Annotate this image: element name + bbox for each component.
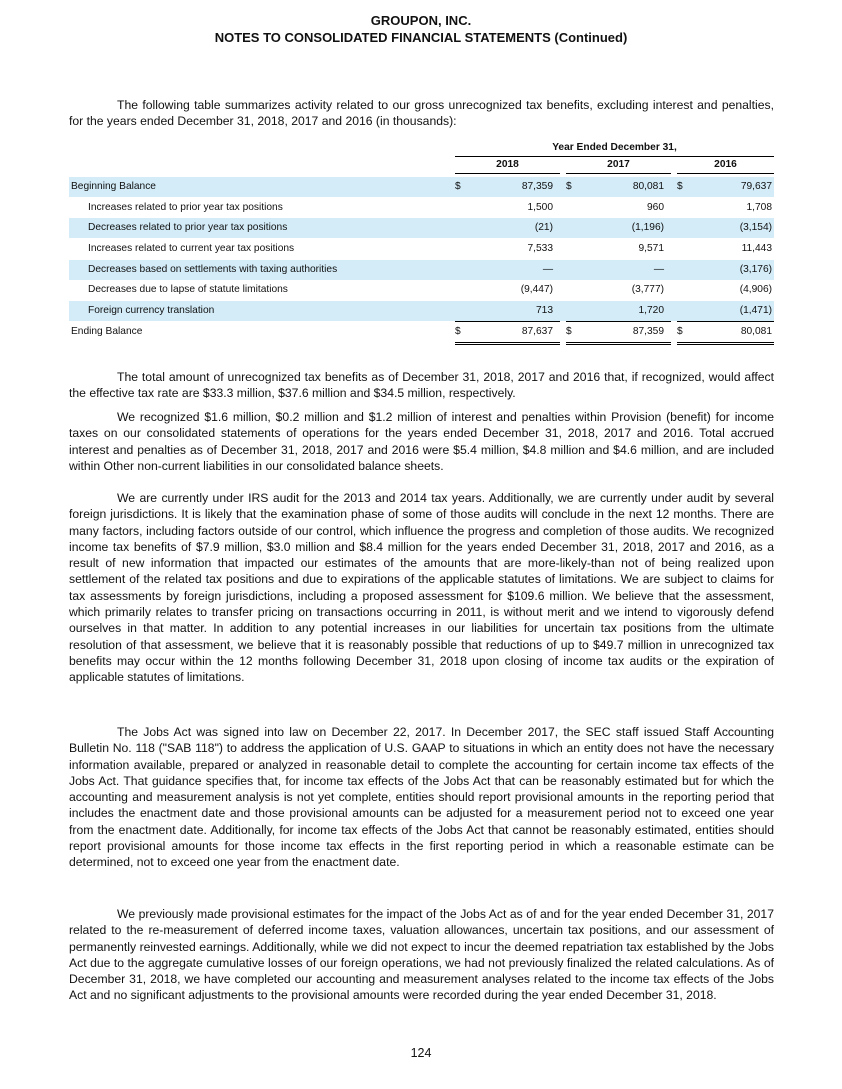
- table-row: [69, 260, 774, 280]
- cell-2017: (1,196): [631, 222, 664, 233]
- currency-symbol: $: [566, 326, 572, 337]
- cell-2016: (3,154): [739, 222, 772, 233]
- jobs-act-paragraph: The Jobs Act was signed into law on December 22, 2017. In December 2017, the SEC staff issued Staff Accounting Bulletin No. 118 ("SAB 118") to address the application of U.S. GAAP to situations in which an entity does not have the necessary information available, prepared or analyzed in reasonable detail to complete the accounting for certain income tax effects of the Jobs Act. That guidance specifies that, for income tax effects of the Jobs Act that can be reasonably estimated but for which the accounting and measurement analysis is not yet complete, entities should report provisional amounts in the reporting period that includes the enactment date and those provisional amounts can be adjusted for a measurement period not to exceed one year from the enactment date. Additionally, for income tax effects of the Jobs Act that cannot be reasonably estimated, entities should report provisional amounts for those income tax effects in the first reporting period in which a reasonable estimate can be determined, not to exceed one year from the enactment date.: [69, 725, 774, 870]
- currency-symbol: $: [677, 181, 683, 192]
- cell-2016: 80,081: [740, 326, 772, 337]
- table-row: [69, 218, 774, 238]
- row-label: Ending Balance: [71, 326, 143, 337]
- row-label: Beginning Balance: [71, 181, 156, 192]
- provisional-estimates-paragraph: We previously made provisional estimates for the impact of the Jobs Act as of and for the year ended December 31, 2017 related to the re-measurement of deferred income taxes, valuation allowances, uncertain tax positions, and our assessment of permanently reinvested earnings. Additionally, while we did not expect to incur the deemed repatriation tax established by the Jobs Act due to the aggregate cumulative losses of our foreign operations, we had not previously finalized the related calculations. As of December 31, 2018, we have completed our accounting and measurement analyses related to the income tax effects of the Jobs Act and no significant adjustments to the provisional amounts were recorded during the year ended December 31, 2018.: [69, 907, 774, 1003]
- total-double-rule: [566, 342, 671, 345]
- cell-2017: 80,081: [632, 181, 664, 192]
- year-header-2018: 2018: [455, 159, 560, 174]
- year-header-2016: 2016: [677, 159, 774, 174]
- row-label: Decreases based on settlements with taxing authorities: [88, 264, 338, 275]
- table-row-ending-balance: [69, 322, 774, 342]
- interest-penalties-paragraph: We recognized $1.6 million, $0.2 million and $1.2 million of interest and penalties within Provision (benefit) for income taxes on our consolidated statements of operations for the years ended December 31, 2018, 2017 and 2016. Total accrued interest and penalties as of December 31, 2018, 2017 and 2016 were $5.4 million, $4.8 million and $4.6 million, and are included within Other non-current liabilities in our consolidated balance sheets.: [69, 410, 774, 473]
- total-benefits-paragraph: The total amount of unrecognized tax benefits as of December 31, 2018, 2017 and 2016 that, if recognized, would affect the effective tax rate are $33.3 million, $37.6 million and $34.5 million, respectively.: [69, 370, 774, 401]
- cell-2017: (3,777): [631, 284, 664, 295]
- cell-2018: 1,500: [527, 202, 553, 213]
- page-number: 124: [410, 1046, 432, 1060]
- table-row-beginning-balance: [69, 177, 774, 197]
- company-name: GROUPON, INC.: [370, 13, 472, 28]
- cell-2018: (21): [534, 222, 553, 233]
- intro-paragraph: The following table summarizes activity related to our gross unrecognized tax benefits, excluding interest and penalties, for the years ended December 31, 2018, 2017 and 2016 (in thousands):: [69, 98, 774, 129]
- year-header-2017: 2017: [566, 159, 671, 174]
- table-row: [69, 239, 774, 259]
- cell-2017: 87,359: [632, 326, 664, 337]
- table-row: [69, 280, 774, 300]
- cell-2018: 87,637: [521, 326, 553, 337]
- currency-symbol: $: [455, 181, 461, 192]
- cell-2016: 79,637: [740, 181, 772, 192]
- currency-symbol: $: [677, 326, 683, 337]
- row-label: Decreases due to lapse of statute limitations: [88, 284, 288, 295]
- cell-2016: (4,906): [739, 284, 772, 295]
- row-label: Increases related to prior year tax positions: [88, 202, 283, 213]
- cell-2017: 1,720: [638, 305, 664, 316]
- cell-2016: (3,176): [739, 264, 772, 275]
- section-title: NOTES TO CONSOLIDATED FINANCIAL STATEMENTS (Continued): [214, 30, 628, 45]
- cell-2018: 87,359: [521, 181, 553, 192]
- row-label: Decreases related to prior year tax positions: [88, 222, 288, 233]
- cell-2018: (9,447): [520, 284, 553, 295]
- currency-symbol: $: [566, 181, 572, 192]
- cell-2017: 9,571: [638, 243, 664, 254]
- cell-2016: 11,443: [741, 243, 772, 254]
- cell-2017: 960: [647, 202, 664, 213]
- audit-paragraph: We are currently under IRS audit for the 2013 and 2014 tax years. Additionally, we are currently under audit by several foreign jurisdictions. It is likely that the examination phase of some of those audits will conclude in the next 12 months. There are many factors, including factors outside of our control, which influence the progress and completion of those audits. We recognized income tax benefits of $7.9 million, $3.0 million and $8.4 million for the years ended December 31, 2018, 2017 and 2016, as a result of new information that impacted our estimates of the amounts that are more-likely-than not of being realized upon settlement of the related tax positions and due to expirations of the applicable statutes of limitations. We are subject to claims for tax assessments by foreign jurisdictions, including a proposed assessment for $109.6 million. We believe that the assessment, which primarily relates to transfer pricing on transactions occurring in 2011, is without merit and we intend to vigorously defend ourselves in that matter. In addition to any potential increases in our liabilities for uncertain tax positions from the ultimate resolution of that assessment, we believe that it is reasonably possible that reductions of up to $49.7 million in unrecognized tax benefits may occur within the 12 months following December 31, 2018 upon closing of income tax audits or the expiration of applicable statutes of limitations.: [69, 491, 774, 685]
- cell-2016: (1,471): [739, 305, 772, 316]
- cell-2018: 713: [536, 305, 553, 316]
- cell-2016: 1,708: [746, 202, 772, 213]
- period-header: Year Ended December 31,: [455, 142, 774, 157]
- total-double-rule: [455, 342, 560, 345]
- row-label: Foreign currency translation: [88, 305, 215, 316]
- cell-2018: 7,533: [527, 243, 553, 254]
- cell-2017: —: [653, 264, 664, 275]
- row-label: Increases related to current year tax positions: [88, 243, 295, 254]
- total-double-rule: [677, 342, 774, 345]
- table-row: [69, 198, 774, 218]
- currency-symbol: $: [455, 326, 461, 337]
- table-row: [69, 301, 774, 321]
- cell-2018: —: [542, 264, 553, 275]
